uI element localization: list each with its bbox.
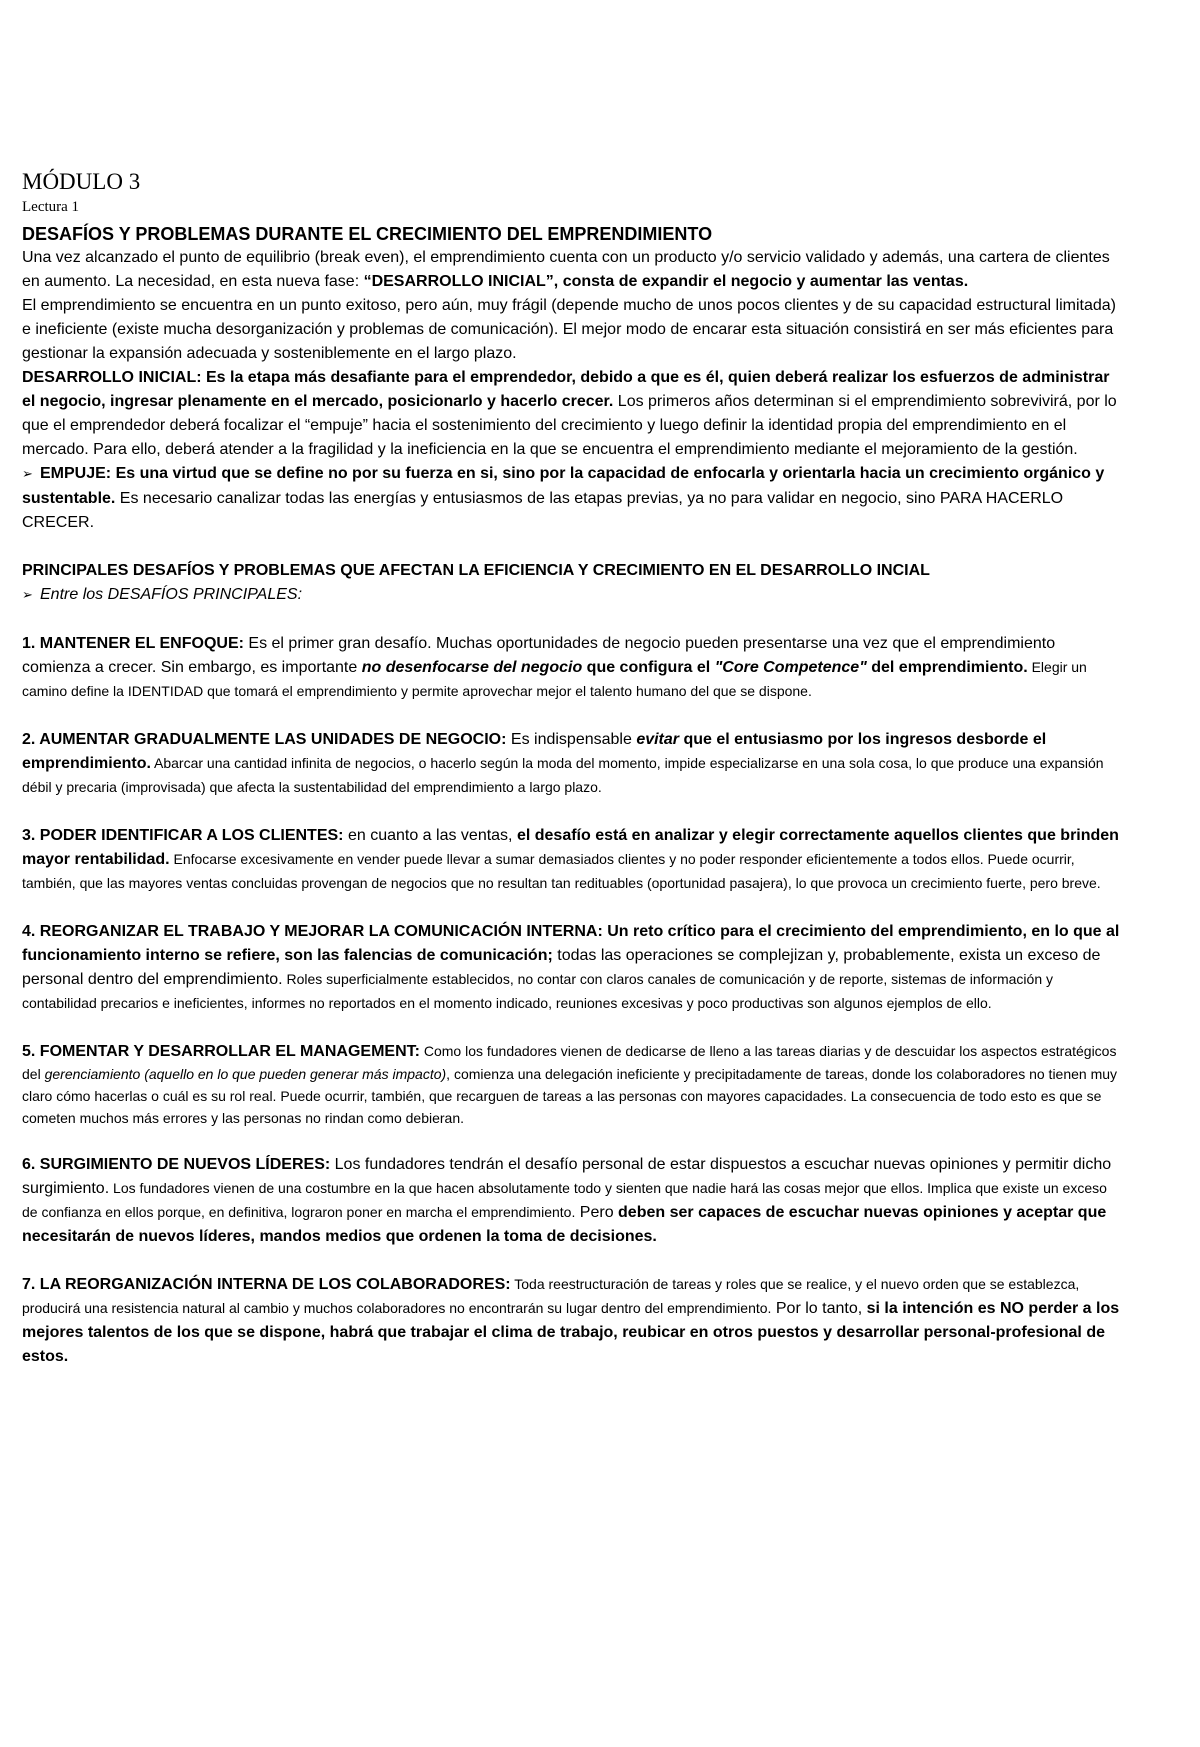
section-heading: PRINCIPALES DESAFÍOS Y PROBLEMAS QUE AFECTAN LA EFICIENCIA Y CRECIMIENTO EN EL DESARROLLO INCIAL (22, 562, 930, 579)
challenge-title: 6. SURGIMIENTO DE NUEVOS LÍDERES: (22, 1156, 331, 1173)
challenge-text: Es indispensable (506, 731, 637, 748)
empuje-definition: EMPUJE: Es una virtud que se define no por su fuerza en si, sino por la capacidad de enfocarla y orientarla hacia un crecimiento orgánico y sustentable. (22, 465, 1105, 507)
challenge-title: 2. AUMENTAR GRADUALMENTE LAS UNIDADES DE NEGOCIO: (22, 731, 507, 748)
challenge-detail: Los fundadores vienen de una costumbre en la que hacen absolutamente todo y sienten que nadie hará las cosas mejor que ellos. Implica que existe un exceso de confianza en ellos porque, en definitiva, lograron poner en marcha el emprendimiento. (22, 1180, 1107, 1220)
challenge-detail: Como los fundadores vienen de dedicarse de lleno a las tareas diarias y de descuidar los aspectos estratégicos del (22, 1043, 1117, 1082)
challenge-item-6 (22, 1153, 1122, 1249)
intro-paragraph-3 (22, 366, 1122, 462)
challenge-detail: Enfocarse excesivamente en vender puede llevar a sumar demasiados clientes y no poder responder eficientemente a todos ellos. Puede ocurrir, también, que las mayores ventas concluidas provengan de negocios que no resultan tan redituables (oportunidad pasajera), lo que provoca un crecimiento fuerte, pero breve. (22, 851, 1101, 891)
challenge-emphasis: si la intención es NO perder a los mejores talentos de los que se dispone, habrá que trabajar el clima de trabajo, reubicar en otros puestos y desarrollar personal-profesional de estos. (22, 1300, 1120, 1365)
challenge-emphasis: no desenfocarse del negocio (361, 659, 583, 676)
intro-paragraph-2: El emprendimiento se encuentra en un punto exitoso, pero aún, muy frágil (depende mucho de unos pocos clientes y de su capacidad estructural limitada) e ineficiente (existe mucha desorganización y problemas de comunicación). El mejor modo de encarar esta situación consistirá en ser más eficientes para gestionar la expansión adecuada y sosteniblemente en el largo plazo. (22, 297, 1116, 362)
challenge-emphasis: que el entusiasmo por los ingresos desborde el emprendimiento. (22, 731, 1047, 772)
challenge-item-7 (22, 1273, 1122, 1369)
challenge-item-4 (22, 920, 1122, 1016)
challenge-text: todas las operaciones se complejizan y, probablemente, exista un exceso de personal dentro del emprendimiento. (22, 947, 1101, 988)
section-subheading-text: Entre los DESAFÍOS PRINCIPALES: (40, 586, 303, 603)
document-title: DESAFÍOS Y PROBLEMAS DURANTE EL CRECIMIENTO DEL EMPRENDIMIENTO (22, 224, 713, 244)
challenge-detail: Abarcar una cantidad infinita de negocios, o hacerlo según la moda del momento, impide especializarse en una sola cosa, lo que produce una expansión débil y precaria (improvisada) que afecta la sustentabilidad del emprendimiento a largo plazo. (22, 755, 1104, 795)
challenge-text: Los fundadores tendrán el desafío personal de estar dispuestos a escuchar nuevas opiniones y permitir dicho surgimiento. (22, 1156, 1112, 1197)
desarrollo-inicial-definition: DESARROLLO INICIAL: Es la etapa más desafiante para el emprendedor, debido a que es él, quien deberá realizar los esfuerzos de administrar el negocio, ingresar plenamente en el mercado, posicionarlo y hacerlo crecer. (22, 369, 1110, 410)
intro-emphasis: “DESARROLLO INICIAL”, consta de expandir el negocio y aumentar las ventas. (363, 273, 969, 290)
challenge-text: Es el primer gran desafío. Muchas oportunidades de negocio pueden presentarse una vez que el emprendimiento comienza a crecer. Sin embargo, es importante (22, 635, 1056, 676)
challenge-emphasis: del emprendimiento. (866, 659, 1028, 676)
challenge-emphasis: evitar (636, 731, 680, 748)
challenge-detail: Elegir un camino define la IDENTIDAD que tomará el emprendimiento y permite aprovechar mejor el talento humano del que se dispone. (22, 659, 1087, 699)
challenge-text: Por lo tanto, (771, 1300, 867, 1317)
challenge-emphasis: que configura el (582, 659, 715, 676)
intro-paragraph-4 (22, 462, 1122, 535)
challenge-text: en cuanto a las ventas, (343, 827, 517, 844)
challenge-detail: Roles superficialmente establecidos, no contar con claros canales de comunicación y de reporte, sistemas de información y contabilidad precarios e ineficientes, informes no reportados en el momento indicado, reuniones excesivas y poco productivas son algunos ejemplos de ello. (22, 971, 1053, 1011)
challenge-emphasis: el desafío está en analizar y elegir correctamente aquellos clientes que brinden mayor rentabilidad. (22, 827, 1119, 868)
challenge-emphasis: Un reto crítico para el crecimiento del emprendimiento, en lo que al funcionamiento interno se refiere, son las falencias de comunicación; (22, 923, 1120, 964)
challenge-title: 1. MANTENER EL ENFOQUE: (22, 635, 244, 652)
intro-text: Una vez alcanzado el punto de equilibrio (break even), el emprendimiento cuenta con un producto y/o servicio validado y además, una cartera de clientes en aumento. La necesidad, en esta nueva fase: (22, 249, 1110, 290)
challenge-detail: Toda reestructuración de tareas y roles que se realice, y el nuevo orden que se establezca, producirá una resistencia natural al cambio y muchos colaboradores no encontrarán su lugar dentro del emprendimiento. (22, 1276, 1080, 1316)
challenge-text: Pero (575, 1204, 619, 1221)
empuje-text: Es necesario canalizar todas las energías y entusiasmos de las etapas previas, ya no para validar en negocio, sino PARA HACERLO CRECER. (22, 490, 1064, 531)
module-heading: MÓDULO 3 (22, 169, 141, 194)
lectura-label: Lectura 1 (22, 199, 80, 215)
arrow-bullet-icon: ➢ (22, 588, 33, 603)
challenge-item-2 (22, 728, 1122, 800)
desarrollo-inicial-text: Los primeros años determinan si el emprendimiento sobrevivirá, por lo que el emprendedor deberá focalizar el “empuje” hacia el sostenimiento del crecimiento y luego definir la identidad propia del emprendimiento en el mercado. Para ello, deberá atender a la fragilidad y la ineficiencia en la que se encuentra el emprendimiento mediante el mejoramiento de la gestión. (22, 393, 1117, 458)
challenge-title: 3. PODER IDENTIFICAR A LOS CLIENTES: (22, 827, 344, 844)
challenge-emphasis: gerenciamiento (aquello en lo que pueden generar más impacto) (44, 1066, 447, 1082)
challenge-emphasis: deben ser capaces de escuchar nuevas opiniones y aceptar que necesitarán de nuevos líderes, mandos medios que ordenen la toma de decisiones. (22, 1204, 1107, 1245)
challenge-detail: , comienza una delegación ineficiente y precipitadamente de tareas, donde los colaboradores no tienen muy claro cómo hacerlas o cuál es su rol real. Puede ocurrir, también, que recarguen de tareas a las personas con mayores capacidades. La consecuencia de todo esto es que se cometen muchos más errores y las personas no rindan como debieran. (22, 1066, 1118, 1126)
arrow-bullet-icon: ➢ (22, 467, 33, 482)
challenge-emphasis: "Core Competence" (714, 659, 867, 676)
challenge-item-1 (22, 632, 1122, 704)
section-subheading (22, 583, 1122, 608)
challenge-title: 4. REORGANIZAR EL TRABAJO Y MEJORAR LA COMUNICACIÓN INTERNA: (22, 923, 603, 940)
intro-paragraph-1 (22, 246, 1122, 294)
challenge-item-3 (22, 824, 1122, 896)
challenge-title: 7. LA REORGANIZACIÓN INTERNA DE LOS COLABORADORES: (22, 1276, 511, 1293)
challenge-title: 5. FOMENTAR Y DESARROLLAR EL MANAGEMENT: (22, 1043, 420, 1060)
document-page (22, 168, 1122, 1369)
challenge-item-5 (22, 1040, 1122, 1129)
